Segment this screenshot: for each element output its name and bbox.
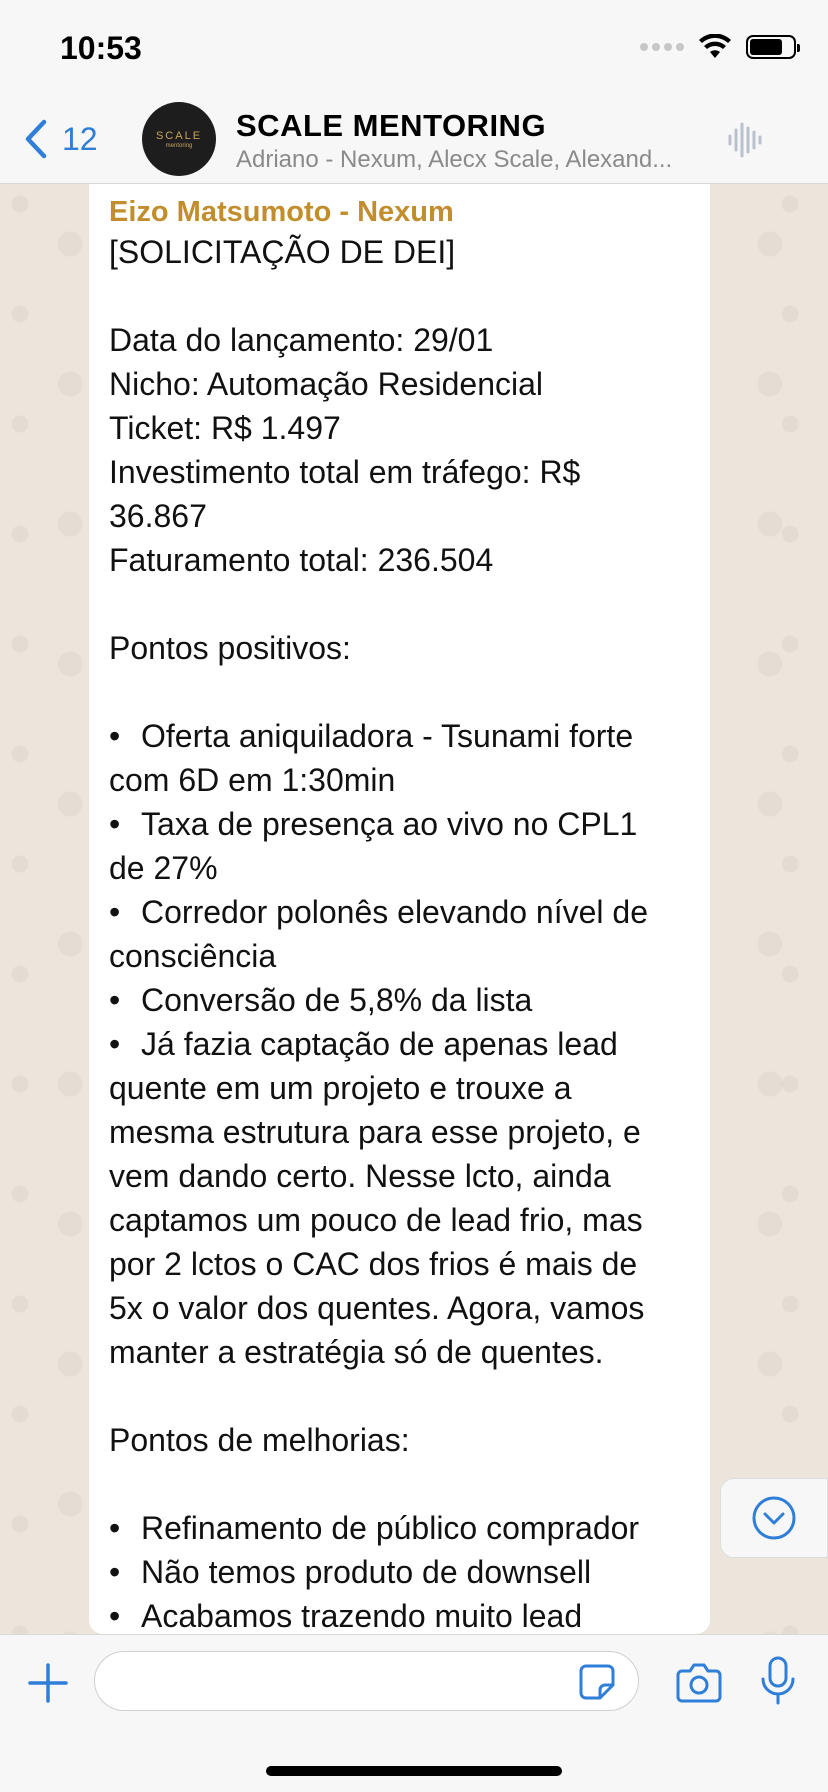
message-line [109,274,690,318]
home-indicator [266,1766,562,1776]
chat-header [0,100,828,184]
message-line: Pontos de melhorias: [109,1422,410,1458]
message-bullet-line: • Já fazia captação de apenas lead [109,1022,690,1066]
message-line: Ticket: R$ 1.497 [109,410,341,446]
message-line: por 2 lctos o CAC dos frios é mais de [109,1246,638,1282]
message-line: quente em um projeto e trouxe a [109,1070,572,1106]
sender-name[interactable]: Eizo Matsumoto - Nexum [109,196,454,228]
message-line: Faturamento total: 236.504 [109,542,494,578]
message-bubble[interactable] [89,184,710,1634]
message-line: Pontos positivos: [109,630,351,666]
message-text [109,230,690,1634]
message-line: com 6D em 1:30min [109,762,396,798]
chevron-down-circle-icon [750,1494,798,1542]
message-line: Nicho: Automação Residencial [109,366,544,402]
battery-icon [746,35,796,59]
message-line: vem dando certo. Nesse lcto, ainda [109,1158,611,1194]
message-line: 36.867 [109,498,207,534]
message-line [109,1374,690,1418]
audio-call-waveform-icon[interactable] [726,120,766,160]
camera-icon[interactable] [676,1661,722,1703]
avatar-logo-text: SCALE [155,129,203,142]
group-title[interactable]: SCALE MENTORING [236,108,547,143]
chevron-left-icon [22,118,48,160]
message-bullet-line: • Acabamos trazendo muito lead [109,1594,690,1634]
status-icons [640,34,796,60]
sticker-icon[interactable] [578,1663,616,1701]
status-bar [0,0,828,100]
message-line: consciência [109,938,277,974]
message-line [109,582,690,626]
message-bullet-line: • Corredor polonês elevando nível de [109,890,690,934]
message-line: de 27% [109,850,218,886]
message-bullet-line: • Taxa de presença ao vivo no CPL1 [109,802,690,846]
avatar-logo-subtext: mentoring [165,142,193,149]
message-bullet-line: • Conversão de 5,8% da lista [109,978,690,1022]
message-line: captamos um pouco de lead frio, mas [109,1202,643,1238]
message-line: Investimento total em tráfego: R$ [109,454,581,490]
message-line [109,670,690,714]
scroll-to-bottom-button[interactable] [720,1478,828,1558]
message-line: [SOLICITAÇÃO DE DEI] [109,234,456,270]
message-line: 5x o valor dos quentes. Agora, vamos [109,1290,645,1326]
microphone-icon[interactable] [758,1655,798,1707]
message-bullet-line: • Não temos produto de downsell [109,1550,690,1594]
unread-count: 12 [62,120,98,157]
message-line [109,1462,690,1506]
message-input[interactable] [94,1651,639,1711]
back-button[interactable] [22,118,98,160]
wifi-icon [698,34,732,60]
group-members[interactable]: Adriano - Nexum, Alecx Scale, Alexand... [236,146,673,173]
message-line: Data do lançamento: 29/01 [109,322,494,358]
message-bullet-line: • Oferta aniquiladora - Tsunami forte [109,714,690,758]
group-avatar[interactable] [142,102,216,176]
status-time: 10:53 [60,30,142,66]
message-line: mesma estrutura para esse projeto, e [109,1114,641,1150]
message-line: manter a estratégia só de quentes. [109,1334,604,1370]
plus-icon[interactable] [26,1661,70,1705]
message-bullet-line: • Refinamento de público comprador [109,1506,690,1550]
cellular-signal-icon [640,43,684,51]
